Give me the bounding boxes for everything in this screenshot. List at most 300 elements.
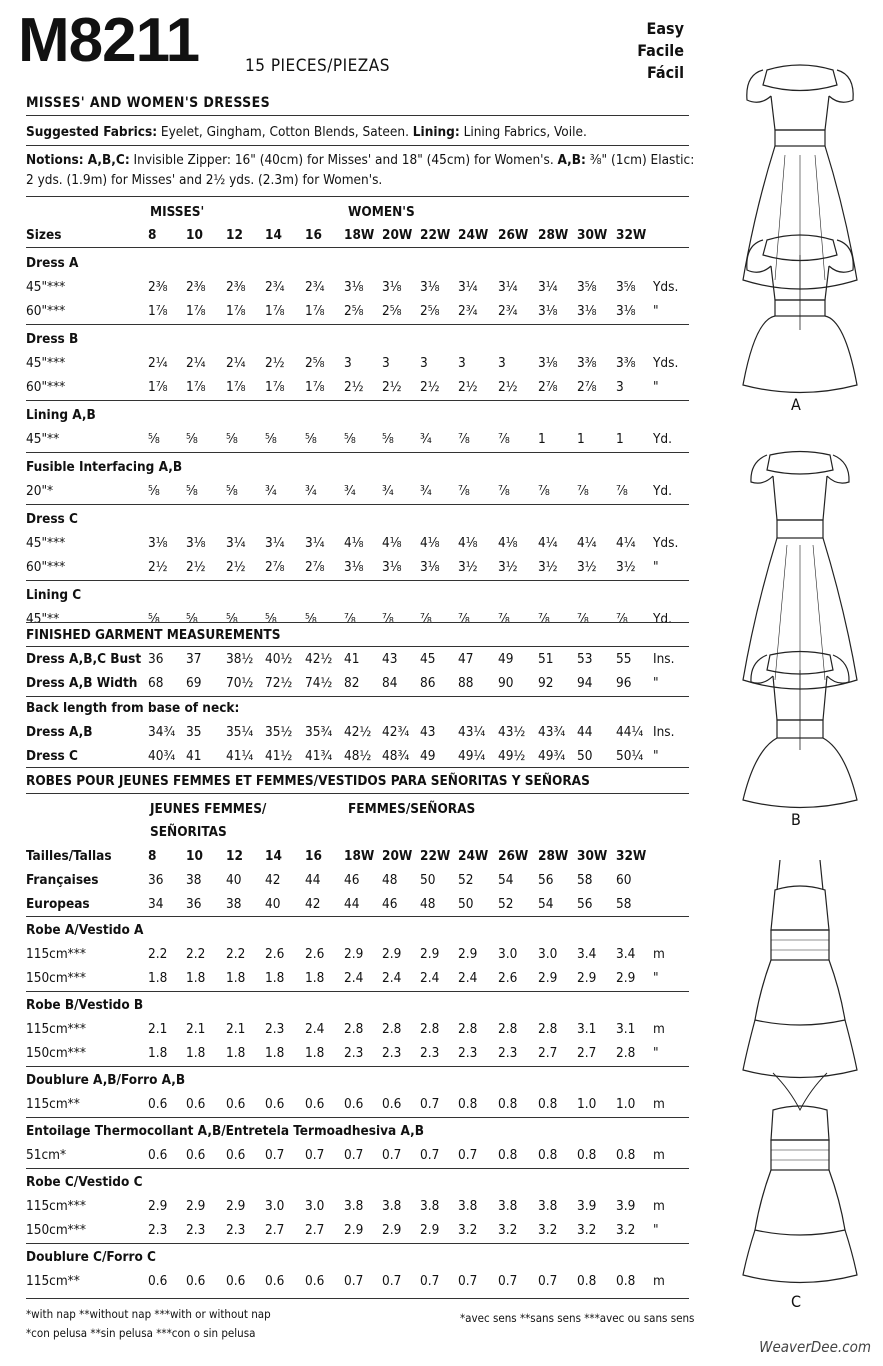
unit-label: Yds. <box>653 535 679 551</box>
table-row <box>26 648 691 670</box>
table-cell: ⅝ <box>226 483 238 499</box>
table-cell: 60 <box>616 872 632 888</box>
notions <box>26 150 696 190</box>
table-cell: 47 <box>458 651 474 667</box>
row-label: 60"*** <box>26 379 66 395</box>
unit-label: m <box>653 1096 665 1112</box>
table-cell: 0.8 <box>577 1147 597 1163</box>
table-cell: 1 <box>616 431 624 447</box>
unit-label: Yds. <box>653 355 679 371</box>
unit-label: " <box>653 675 659 691</box>
divider <box>26 1243 689 1244</box>
table-cell: 3.4 <box>616 946 636 962</box>
table-cell: 4⅛ <box>382 535 402 551</box>
table-cell: 3.8 <box>344 1198 364 1214</box>
row-label: Dress A,B,C Bust <box>26 651 142 667</box>
row-label: Doublure C/Forro C <box>26 1249 156 1265</box>
row-label: 60"*** <box>26 303 66 319</box>
divider <box>26 1066 689 1067</box>
table-cell: ⅞ <box>538 611 550 627</box>
table-cell: 0.7 <box>382 1273 402 1289</box>
table-row <box>26 376 691 398</box>
table-cell: 2.7 <box>265 1222 285 1238</box>
table-cell: 44 <box>305 872 321 888</box>
row-label: 60"*** <box>26 559 66 575</box>
table-cell: 3⅛ <box>577 303 597 319</box>
table-cell: 1.0 <box>577 1096 597 1112</box>
table-row <box>26 1270 691 1292</box>
table-cell: 0.6 <box>344 1096 364 1112</box>
table-cell: 50¼ <box>616 748 644 764</box>
table-cell: 22W <box>420 848 451 864</box>
unit-label: " <box>653 1045 659 1061</box>
section-heading <box>26 328 691 350</box>
table-cell: 2.7 <box>538 1045 558 1061</box>
table-cell: 0.7 <box>382 1147 402 1163</box>
table-cell: 10 <box>186 848 203 864</box>
row-label: Doublure A,B/Forro A,B <box>26 1072 186 1088</box>
row-label: Fusible Interfacing A,B <box>26 459 183 475</box>
table-cell: 35¾ <box>305 724 333 740</box>
dress-c-back-illustration <box>743 1073 857 1283</box>
table-cell: 1⅞ <box>265 303 285 319</box>
table-cell: 0.6 <box>226 1096 246 1112</box>
unit-label: Yd. <box>653 431 672 447</box>
table-cell: 44¼ <box>616 724 644 740</box>
table-row <box>26 1144 691 1166</box>
sizes-row <box>26 224 691 246</box>
table-cell: 40 <box>226 872 242 888</box>
table-cell: 3⅛ <box>420 279 440 295</box>
table-cell: 3⅜ <box>616 355 636 371</box>
table-cell: 2⅜ <box>226 279 246 295</box>
row-label: Back length from base of neck: <box>26 700 240 716</box>
table-cell: 0.8 <box>498 1147 518 1163</box>
table-row <box>26 532 691 554</box>
table-cell: 52 <box>458 872 474 888</box>
table-cell: 0.8 <box>577 1273 597 1289</box>
table-cell: 3 <box>382 355 390 371</box>
table-cell: 3.8 <box>420 1198 440 1214</box>
table-cell: ¾ <box>382 483 394 499</box>
table-cell: 70½ <box>226 675 254 691</box>
table-cell: 1.8 <box>226 1045 246 1061</box>
table-cell: 2½ <box>458 379 478 395</box>
section-heading <box>26 252 691 274</box>
table-cell: 88 <box>458 675 474 691</box>
table-row <box>26 672 691 694</box>
table-cell: 18W <box>344 227 375 243</box>
table-cell: 72½ <box>265 675 293 691</box>
divider <box>26 767 689 768</box>
unit-label: m <box>653 946 665 962</box>
notions-ab-text: ⅜" (1cm) Elastic: <box>585 152 695 168</box>
table-cell: 3½ <box>498 559 518 575</box>
table-cell: 3¼ <box>458 279 478 295</box>
row-label: Robe B/Vestido B <box>26 997 144 1013</box>
table-cell: 3⅜ <box>577 355 597 371</box>
table-cell: 2⅞ <box>577 379 597 395</box>
table-cell: 2.1 <box>148 1021 168 1037</box>
table-cell: 3.9 <box>616 1198 636 1214</box>
section-title <box>26 624 691 646</box>
table-cell: 1 <box>577 431 585 447</box>
table-cell: 0.6 <box>186 1096 206 1112</box>
divider <box>26 1117 689 1118</box>
table-cell: 3⅛ <box>186 535 206 551</box>
row-label: 45"*** <box>26 535 66 551</box>
dress-illustrations <box>725 30 875 1320</box>
table-cell: 44 <box>577 724 593 740</box>
table-row <box>26 1042 691 1064</box>
level-es: Fácil <box>647 63 684 82</box>
table-cell: 3.0 <box>498 946 518 962</box>
row-label: Lining A,B <box>26 407 96 423</box>
table-cell: 2.3 <box>226 1222 246 1238</box>
row-label: Europeas <box>26 896 90 912</box>
table-cell: 43¼ <box>458 724 486 740</box>
section-heading <box>26 584 691 606</box>
table-cell: 2.3 <box>382 1045 402 1061</box>
table-cell: 3.8 <box>458 1198 478 1214</box>
table-cell: 0.8 <box>538 1147 558 1163</box>
table-cell: ⅝ <box>186 483 198 499</box>
table-cell: 3.0 <box>305 1198 325 1214</box>
divider <box>26 580 689 581</box>
table-cell: 2¼ <box>186 355 206 371</box>
table-cell: 28W <box>538 227 569 243</box>
table-cell: 2.3 <box>420 1045 440 1061</box>
table-cell: ⅞ <box>616 611 628 627</box>
row-label: Dress C <box>26 748 78 764</box>
table-cell: 24W <box>458 848 489 864</box>
section-heading <box>26 1120 691 1142</box>
row-label: 51cm* <box>26 1147 67 1163</box>
divider <box>26 1298 689 1299</box>
table-cell: ⅞ <box>382 611 394 627</box>
table-cell: ⅞ <box>458 611 470 627</box>
table-cell: 84 <box>382 675 398 691</box>
table-cell: 1⅞ <box>305 303 325 319</box>
section-heading <box>26 994 691 1016</box>
table-cell: 40¾ <box>148 748 176 764</box>
group-misses-fr: JEUNES FEMMES/ <box>150 801 267 817</box>
divider <box>26 400 689 401</box>
table-cell: 22W <box>420 227 451 243</box>
table-cell: 2.9 <box>382 1222 402 1238</box>
table-cell: 3.8 <box>498 1198 518 1214</box>
table-row <box>26 943 691 965</box>
table-cell: 2.4 <box>420 970 440 986</box>
table-cell: 16 <box>305 848 322 864</box>
pieces-count: 15 PIECES/PIEZAS <box>245 56 390 76</box>
row-label: Lining C <box>26 587 82 603</box>
table-cell: 2.9 <box>226 1198 246 1214</box>
row-label: 150cm*** <box>26 970 86 986</box>
table-cell: 34 <box>148 896 164 912</box>
table-cell: 54 <box>498 872 514 888</box>
table-cell: 4⅛ <box>498 535 518 551</box>
table-cell: 44 <box>344 896 360 912</box>
table-row <box>26 428 691 450</box>
table-cell: 40½ <box>265 651 293 667</box>
table-cell: 2.9 <box>186 1198 206 1214</box>
table-cell: 94 <box>577 675 593 691</box>
notions-label: Notions: A,B,C: <box>26 152 130 168</box>
row-label: Tailles/Tallas <box>26 848 112 864</box>
table-cell: ⅝ <box>186 431 198 447</box>
table-cell: 20W <box>382 848 413 864</box>
section-heading <box>26 919 691 941</box>
table-cell: ¾ <box>265 483 277 499</box>
table-cell: 2½ <box>344 379 364 395</box>
table-cell: ⅞ <box>344 611 356 627</box>
table-row <box>26 1093 691 1115</box>
table-cell: 0.7 <box>458 1147 478 1163</box>
table-cell: 2.3 <box>344 1045 364 1061</box>
table-cell: 46 <box>382 896 398 912</box>
row-label: 45"*** <box>26 279 66 295</box>
table-cell: 0.7 <box>458 1273 478 1289</box>
row-label: 45"** <box>26 611 60 627</box>
row-label: 45"** <box>26 431 60 447</box>
francaises-row <box>26 869 691 891</box>
table-cell: 2.9 <box>344 1222 364 1238</box>
table-cell: 38 <box>226 896 242 912</box>
table-cell: 3⅛ <box>344 279 364 295</box>
table-cell: 2.8 <box>616 1045 636 1061</box>
watermark: WeaverDee.com <box>759 1338 871 1356</box>
level-en: Easy <box>646 19 684 38</box>
table-cell: 3.2 <box>498 1222 518 1238</box>
table-cell: 32W <box>616 848 647 864</box>
table-cell: 1.8 <box>265 1045 285 1061</box>
unit-label: m <box>653 1021 665 1037</box>
dress-b-back-illustration <box>743 652 857 808</box>
row-label: ROBES POUR JEUNES FEMMES ET FEMMES/VESTIDOS PARA SEÑORITAS Y SEÑORAS <box>26 773 590 789</box>
table-cell: 3⅛ <box>420 559 440 575</box>
group-misses: MISSES' <box>150 204 205 220</box>
table-cell: 2¾ <box>498 303 518 319</box>
table-cell: 2⅜ <box>186 279 206 295</box>
table-cell: 0.6 <box>226 1273 246 1289</box>
table-cell: ⅞ <box>498 431 510 447</box>
table-cell: 3.1 <box>577 1021 597 1037</box>
table-cell: 3 <box>420 355 428 371</box>
table-cell: 3⅛ <box>538 303 558 319</box>
table-cell: 0.7 <box>265 1147 285 1163</box>
table-cell: 1⅞ <box>305 379 325 395</box>
table-cell: ¾ <box>344 483 356 499</box>
dress-c-front-illustration <box>743 860 857 1078</box>
table-cell: 0.7 <box>344 1147 364 1163</box>
table-cell: 2.8 <box>538 1021 558 1037</box>
table-cell: 3½ <box>458 559 478 575</box>
table-cell: 26W <box>498 227 529 243</box>
unit-label: m <box>653 1147 665 1163</box>
table-cell: ⅝ <box>344 431 356 447</box>
table-cell: 0.6 <box>382 1096 402 1112</box>
table-cell: 55 <box>616 651 632 667</box>
table-cell: 35½ <box>265 724 293 740</box>
table-cell: 2⅞ <box>538 379 558 395</box>
table-cell: 2.4 <box>458 970 478 986</box>
table-cell: 82 <box>344 675 360 691</box>
table-cell: 2.3 <box>458 1045 478 1061</box>
table-row <box>26 967 691 989</box>
table-cell: 2.2 <box>186 946 206 962</box>
table-cell: 3¼ <box>538 279 558 295</box>
row-label: FINISHED GARMENT MEASUREMENTS <box>26 627 281 643</box>
table-cell: 1.0 <box>616 1096 636 1112</box>
table-cell: 2.9 <box>538 970 558 986</box>
table-cell: 2½ <box>382 379 402 395</box>
table-cell: ⅞ <box>498 611 510 627</box>
table-cell: 2.8 <box>382 1021 402 1037</box>
table-cell: 42 <box>305 896 321 912</box>
table-cell: 4⅛ <box>344 535 364 551</box>
lining-text: Lining Fabrics, Voile. <box>459 124 587 140</box>
table-cell: 52 <box>498 896 514 912</box>
table-cell: 3.0 <box>538 946 558 962</box>
table-cell: 2.9 <box>577 970 597 986</box>
unit-label: " <box>653 748 659 764</box>
table-cell: 2.3 <box>498 1045 518 1061</box>
group-women-fr: FEMMES/SEÑORAS <box>348 801 476 817</box>
footnote-french: *avec sens **sans sens ***avec ou sans sens <box>460 1311 695 1325</box>
table-cell: 54 <box>538 896 554 912</box>
dress-a-back-illustration <box>743 235 857 393</box>
table-cell: 12 <box>226 848 243 864</box>
table-cell: 3⅛ <box>538 355 558 371</box>
table-cell: 2¾ <box>265 279 285 295</box>
table-row <box>26 721 691 743</box>
table-cell: 0.7 <box>305 1147 325 1163</box>
table-cell: 3½ <box>616 559 636 575</box>
table-cell: 1 <box>538 431 546 447</box>
table-cell: 2¾ <box>305 279 325 295</box>
table-cell: 0.6 <box>148 1096 168 1112</box>
table-cell: 1⅞ <box>148 379 168 395</box>
table-cell: 2⅝ <box>382 303 402 319</box>
table-cell: 41¼ <box>226 748 254 764</box>
unit-label: m <box>653 1273 665 1289</box>
table-cell: 28W <box>538 848 569 864</box>
table-cell: 3¼ <box>265 535 285 551</box>
table-cell: 2.6 <box>305 946 325 962</box>
table-cell: 38 <box>186 872 202 888</box>
table-cell: 3⅛ <box>148 535 168 551</box>
table-cell: ⅞ <box>616 483 628 499</box>
divider <box>26 504 689 505</box>
row-label: 115cm*** <box>26 1198 86 1214</box>
row-label: 150cm*** <box>26 1045 86 1061</box>
table-cell: 3½ <box>577 559 597 575</box>
table-cell: 34¾ <box>148 724 176 740</box>
table-cell: 1⅞ <box>186 379 206 395</box>
row-label: Dress C <box>26 511 78 527</box>
table-cell: ⅝ <box>305 431 317 447</box>
table-row <box>26 480 691 502</box>
table-cell: 18W <box>344 848 375 864</box>
divider <box>26 916 689 917</box>
table-cell: 4¼ <box>616 535 636 551</box>
table-cell: ⅝ <box>265 611 277 627</box>
table-cell: 16 <box>305 227 322 243</box>
table-cell: 2⅝ <box>420 303 440 319</box>
section-heading <box>26 1171 691 1193</box>
table-cell: 35¼ <box>226 724 254 740</box>
unit-label: Ins. <box>653 651 675 667</box>
table-cell: 42¾ <box>382 724 410 740</box>
table-cell: 4¼ <box>538 535 558 551</box>
unit-label: " <box>653 379 659 395</box>
table-cell: 42½ <box>305 651 333 667</box>
table-cell: ¾ <box>420 483 432 499</box>
table-cell: 0.8 <box>616 1147 636 1163</box>
table-row <box>26 556 691 578</box>
table-cell: 0.7 <box>498 1273 518 1289</box>
table-cell: 2¼ <box>148 355 168 371</box>
table-cell: 2½ <box>148 559 168 575</box>
table-cell: 49 <box>420 748 436 764</box>
row-label: 115cm** <box>26 1273 80 1289</box>
table-cell: 43¾ <box>538 724 566 740</box>
table-cell: 43½ <box>498 724 526 740</box>
row-label: Françaises <box>26 872 99 888</box>
table-cell: 1⅞ <box>148 303 168 319</box>
table-cell: 35 <box>186 724 202 740</box>
row-label: Dress A <box>26 255 79 271</box>
divider <box>26 1168 689 1169</box>
section-heading <box>26 1246 691 1268</box>
table-row <box>26 745 691 767</box>
table-cell: ⅞ <box>577 483 589 499</box>
table-cell: 49¾ <box>538 748 566 764</box>
table-cell: 48 <box>420 896 436 912</box>
section-heading <box>26 404 691 426</box>
table-cell: 2.4 <box>382 970 402 986</box>
table-cell: 3 <box>616 379 624 395</box>
row-label: Dress B <box>26 331 79 347</box>
table-cell: ⅞ <box>458 483 470 499</box>
fabrics-text: Eyelet, Gingham, Cotton Blends, Sateen. <box>157 124 413 140</box>
table-cell: 0.6 <box>265 1096 285 1112</box>
section-heading <box>26 456 691 478</box>
table-cell: ⅝ <box>148 611 160 627</box>
table-cell: 2.8 <box>344 1021 364 1037</box>
notions-ab-label: A,B: <box>557 152 586 168</box>
table-cell: 1.8 <box>186 970 206 986</box>
table-cell: 3½ <box>538 559 558 575</box>
table-cell: ⅝ <box>226 611 238 627</box>
table-cell: 14 <box>265 227 282 243</box>
table-cell: 86 <box>420 675 436 691</box>
row-label: Dress A,B <box>26 724 93 740</box>
table-cell: 41¾ <box>305 748 333 764</box>
table-row <box>26 352 691 374</box>
table-cell: 14 <box>265 848 282 864</box>
table-cell: 2.4 <box>305 1021 325 1037</box>
table-cell: 1.8 <box>305 1045 325 1061</box>
section-heading <box>26 508 691 530</box>
table-cell: 37 <box>186 651 202 667</box>
table-cell: 3¼ <box>226 535 246 551</box>
table-cell: 50 <box>458 896 474 912</box>
table-cell: 36 <box>148 872 164 888</box>
table-cell: 0.6 <box>148 1273 168 1289</box>
table-cell: 45 <box>420 651 436 667</box>
